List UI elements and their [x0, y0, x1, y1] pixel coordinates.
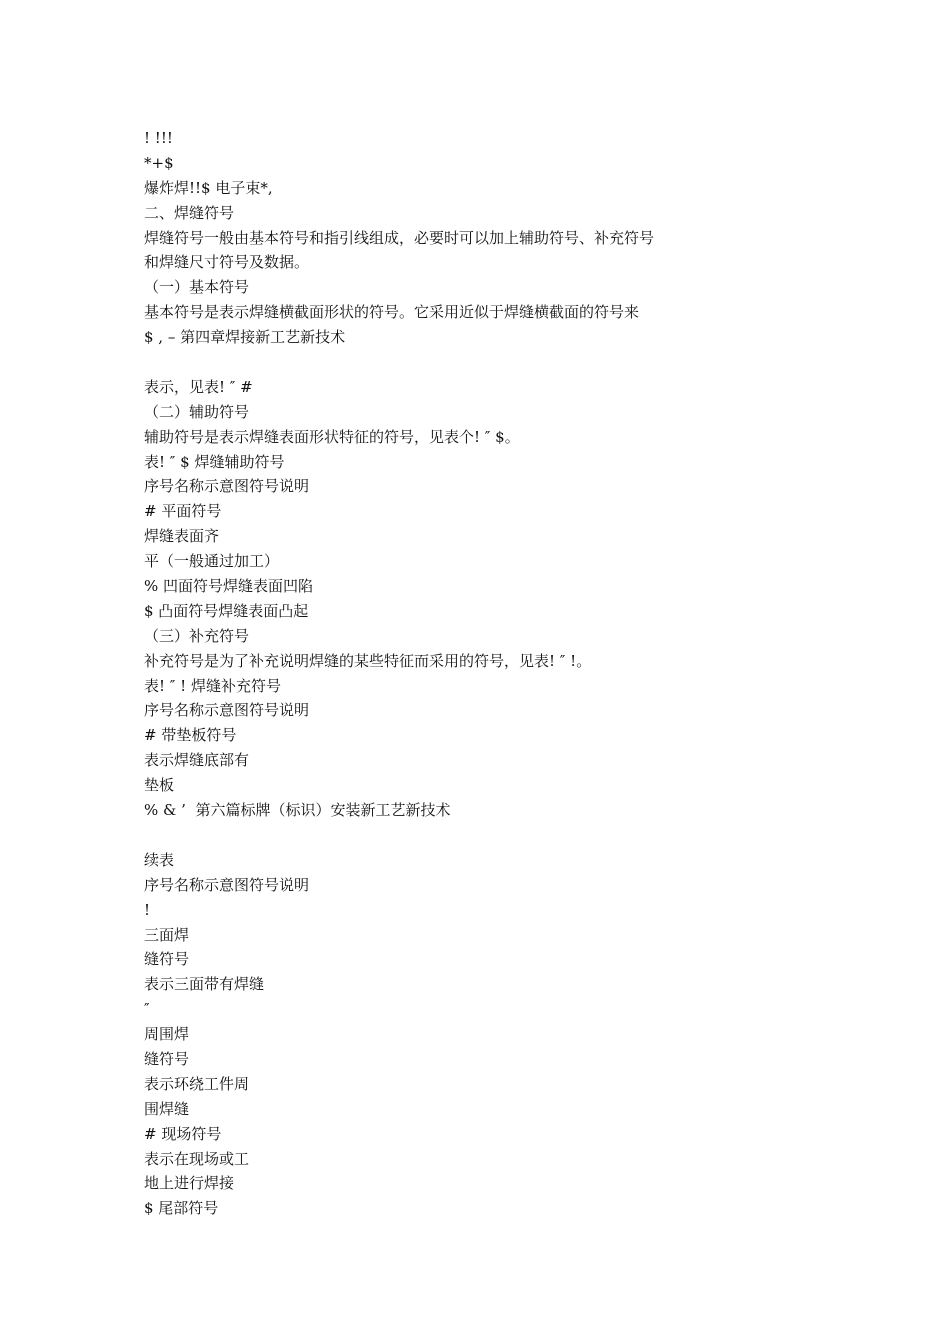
- paragraph-line: 补充符号是为了补充说明焊缝的某些特征而采用的符号，见表! ″ !。: [144, 651, 592, 670]
- subsection-heading: （三）补充符号: [144, 626, 250, 645]
- table-header: 序号名称示意图符号说明: [144, 875, 310, 894]
- page-footer: $ , – 第四章焊接新工艺新技术: [144, 328, 346, 347]
- text-line: 爆炸焊!!$ 电子束*,: [144, 178, 273, 197]
- table-row: 缝符号: [144, 950, 190, 969]
- subsection-heading: （二）辅助符号: [144, 402, 250, 421]
- table-row: 表示焊缝底部有: [144, 751, 250, 770]
- paragraph-line: 基本符号是表示焊缝横截面形状的符号。它采用近似于焊缝横截面的符号来: [144, 303, 640, 322]
- table-row: ″: [144, 1000, 150, 1019]
- text-line: *+$: [144, 153, 174, 172]
- text-line: ! !!!: [144, 129, 173, 147]
- table-row: !: [144, 900, 151, 919]
- table-row: 缝符号: [144, 1049, 190, 1068]
- table-row: # 带垫板符号: [144, 726, 237, 745]
- table-row: 焊缝表面齐: [144, 527, 220, 546]
- paragraph-line: 辅助符号是表示焊缝表面形状特征的符号，见表个! ″ $。: [144, 427, 520, 446]
- table-row: 三面焊: [144, 925, 190, 944]
- table-row: # 平面符号: [144, 502, 222, 521]
- table-row: # 现场符号: [144, 1124, 222, 1143]
- section-heading: 二、焊缝符号: [144, 203, 235, 222]
- blank-line: [144, 823, 864, 848]
- table-header: 序号名称示意图符号说明: [144, 701, 310, 720]
- document-page: [144, 126, 864, 1221]
- table-row: % 凹面符号焊缝表面凹陷: [144, 577, 314, 596]
- table-caption: 表! ″ ! 焊缝补充符号: [144, 676, 281, 695]
- table-row: 垫板: [144, 776, 175, 795]
- table-row: 表示在现场或工: [144, 1149, 250, 1168]
- subsection-heading: （一）基本符号: [144, 278, 250, 297]
- paragraph-line: 和焊缝尺寸符号及数据。: [144, 253, 310, 272]
- table-row: 表示环绕工件周: [144, 1074, 250, 1093]
- table-row: 围焊缝: [144, 1099, 190, 1118]
- blank-line: [144, 350, 864, 375]
- table-row: 平（一般通过加工）: [144, 552, 280, 571]
- paragraph-line: 焊缝符号一般由基本符号和指引线组成，必要时可以加上辅助符号、补充符号: [144, 228, 655, 247]
- table-caption: 表! ″ $ 焊缝辅助符号: [144, 452, 285, 471]
- page-footer: % & ’ 第六篇标牌（标识）安装新工艺新技术: [144, 801, 451, 820]
- table-row: $ 凸面符号焊缝表面凸起: [144, 601, 309, 620]
- paragraph-line: 表示，见表! ″ #: [144, 377, 253, 396]
- table-row: 表示三面带有焊缝: [144, 975, 265, 994]
- table-row: $ 尾部符号: [144, 1199, 219, 1218]
- table-row: 周围焊: [144, 1025, 190, 1044]
- table-header: 序号名称示意图符号说明: [144, 477, 310, 496]
- table-caption: 续表: [144, 850, 175, 869]
- table-row: 地上进行焊接: [144, 1174, 235, 1193]
